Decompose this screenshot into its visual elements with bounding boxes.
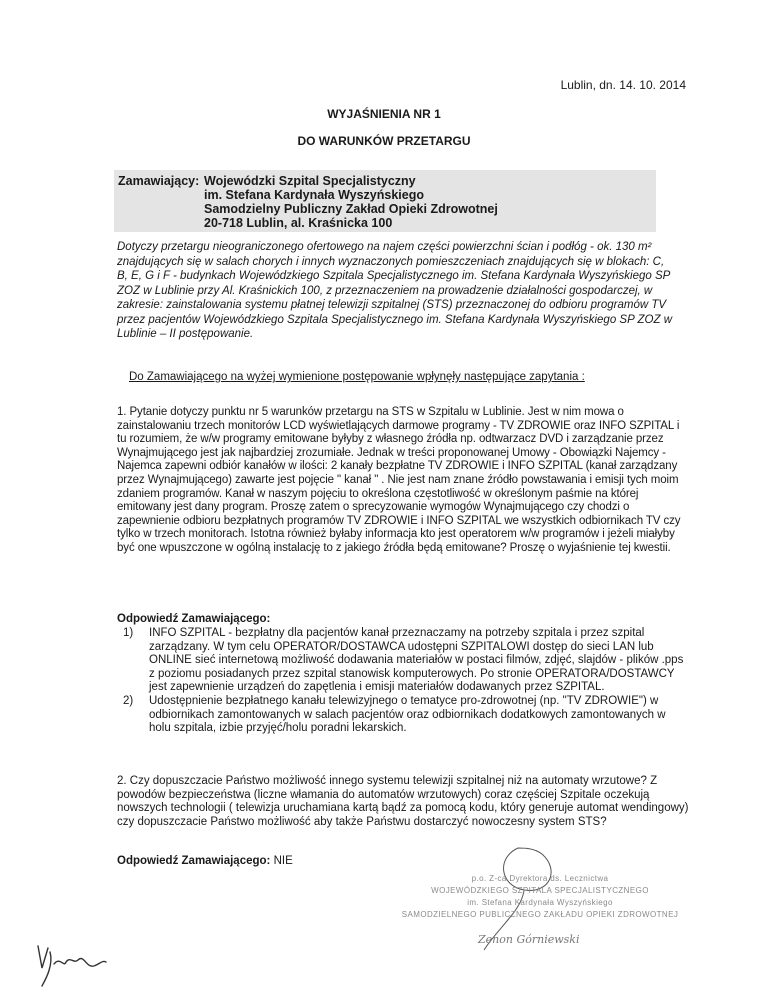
document-title: WYJAŚNIENIA NR 1 (327, 107, 441, 121)
buyer-name: Wojewódzki Szpital Specjalistyczny (204, 174, 416, 188)
answer-1-item-number: 1) (123, 627, 134, 639)
answer-1-item (117, 695, 689, 736)
tender-description: Dotyczy przetargu nieograniczonego ofertowego na najem części powierzchni ścian i podłóg - ok. 130 m² znajdujących się w salach chorych i innych wyznaczonych pomieszczeniach znajdujących się w blokach: C, B, E, G i F - budynkach Wojewódzkiego Szpitala Specjalistycznego im. Stefana Kardynała Wyszyńskiego SP ZOZ w Lublinie przy Al. Kraśnickich 100, z przeznaczeniem na prowadzenie działalności gospodarczej, w zakresie: zainstalowania systemu płatnej telewizji szpitalnej (STS) przeznaczonej do odbioru programów TV przez pacjentów Wojewódzkiego Szpitala Specjalistycznego im. Stefana Kardynała Wyszyńskiego SP ZOZ w Lublinie – II postępowanie. (117, 241, 673, 340)
buyer-address: 20-718 Lublin, al. Kraśnicka 100 (204, 216, 393, 230)
stamp-line-4: SAMODZIELNEGO PUBLICZNEGO ZAKŁADU OPIEKI ZDROWOTNEJ (401, 910, 679, 919)
answer-1-item-number: 2) (123, 694, 134, 707)
answer-2-value: NIE (273, 855, 293, 867)
stamp-line-3: im. Stefana Kardynała Wyszyńskiego (467, 898, 613, 907)
questions-heading: Do Zamawiającego na wyżej wymienione postępowanie wpłynęły następujące zapytania : (129, 371, 585, 383)
buyer-type: Samodzielny Publiczny Zakład Opieki Zdrowotnej (204, 202, 498, 216)
answer-1-heading: Odpowiedź Zamawiającego: (117, 613, 271, 625)
stamp-line-2: WOJEWÓDZKIEGO SZPITALA SPECJALISTYCZNEGO (431, 886, 649, 895)
answer-1-list (117, 627, 689, 736)
buyer-label: Zamawiający: (118, 174, 200, 188)
document-subtitle: DO WARUNKÓW PRZETARGU (297, 134, 471, 148)
answer-1-item-text: Udostępnienie bezpłatnego kanału telewizyjnego o tematyce pro-zdrowotnej (np. "TV ZDROWIE") w odbiornikach zamontowanych w salach pacjentów oraz odbiornikach dodatkowych zamontowanych w holu szpitala, izbie przyjęć/holu poradni lekarskich. (149, 694, 666, 735)
answer-2-label: Odpowiedź Zamawiającego: (117, 855, 271, 867)
question-2: 2. Czy dopuszczacie Państwo możliwość innego systemu telewizji szpitalnej niż na automaty wrzutowe? Z powodów bezpieczeństwa (liczne włamania do automatów wrzutowych) coraz częściej Szpitale oczekują nowszych technologii ( telewizja uruchamiana kartą bądź za pomocą kodu, który generuje automat wendingowy) czy dopuszczacie Państwo możliwość aby także Państwu dostarczyć nowoczesny system STS? (117, 775, 689, 828)
stamp-line-1: p.o. Z-ca Dyrektora ds. Lecznictwa (471, 874, 609, 883)
document-date: Lublin, dn. 14. 10. 2014 (560, 78, 686, 92)
answer-1-item (117, 627, 689, 695)
handwritten-initials (30, 938, 110, 990)
question-1: 1. Pytanie dotyczy punktu nr 5 warunków przetargu na STS w Szpitalu w Lublinie. Jest w nim mowa o zainstalowaniu trzech monitorów LCD wyświetlających darmowe programy - TV ZDROWIE oraz INFO SZPITAL i tu rozumiem, że w/w programy emitowane byłyby z własnego źródła np. odtwarzacz DVD i zarządzanie przez Wynajmującego jest jak najbardziej zrozumiałe. Jednak w treści proponowanej Umowy - Obowiązki Najemcy - Najemca zapewni odbiór kanałów w ilości: 2 kanały bezpłatne TV ZDROWIE i INFO SZPITAL (kanał zarządzany przez Wynajmującego) zawarte jest pojęcie " kanał " . Nie jest nam znane źródło powstawania i emisji tych moim zdaniem programów. Kanał w naszym pojęciu to określona częstotliwość w określonym paśmie na której emitowany jest dany program. Proszę zatem o sprecyzowanie wymogów Wynajmującego czy chodzi o zapewnienie odbioru bezpłatnych programów TV ZDROWIE i INFO SZPITAL we wszystkich odbiornikach TV czy tylko w trzech monitorach. Istotna również byłaby informacja kto jest operatorem w/w programów i jeżeli miałyby być one wpuszczone w ogólną instalację to z jakiego źródła będą emitowane? Proszę o wyjaśnienie tej kwestii. (117, 406, 681, 554)
signatory-name: Zenon Górniewski (478, 933, 580, 946)
buyer-block (114, 170, 656, 232)
answer-2 (117, 855, 293, 867)
buyer-patron: im. Stefana Kardynała Wyszyńskiego (204, 188, 424, 202)
answer-1-item-text: INFO SZPITAL - bezpłatny dla pacjentów kanał przeznaczamy na potrzeby szpitala i przez szpital zarządzany. W tym celu OPERATOR/DOSTAWCA udostępni SZPITALOWI dostęp do sieci LAN lub ONLINE sieć internetową możliwość dodawania materiałów w postaci filmów, zdjęć, slajdów - plików .pps z poziomu posiadanych przez szpital stanowisk komputerowych. Po stronie OPERATORA/DOSTAWCY jest zapewnienie urządzeń do zapętlenia i emisji materiałów dodawanych przez SZPITAL. (149, 627, 684, 694)
